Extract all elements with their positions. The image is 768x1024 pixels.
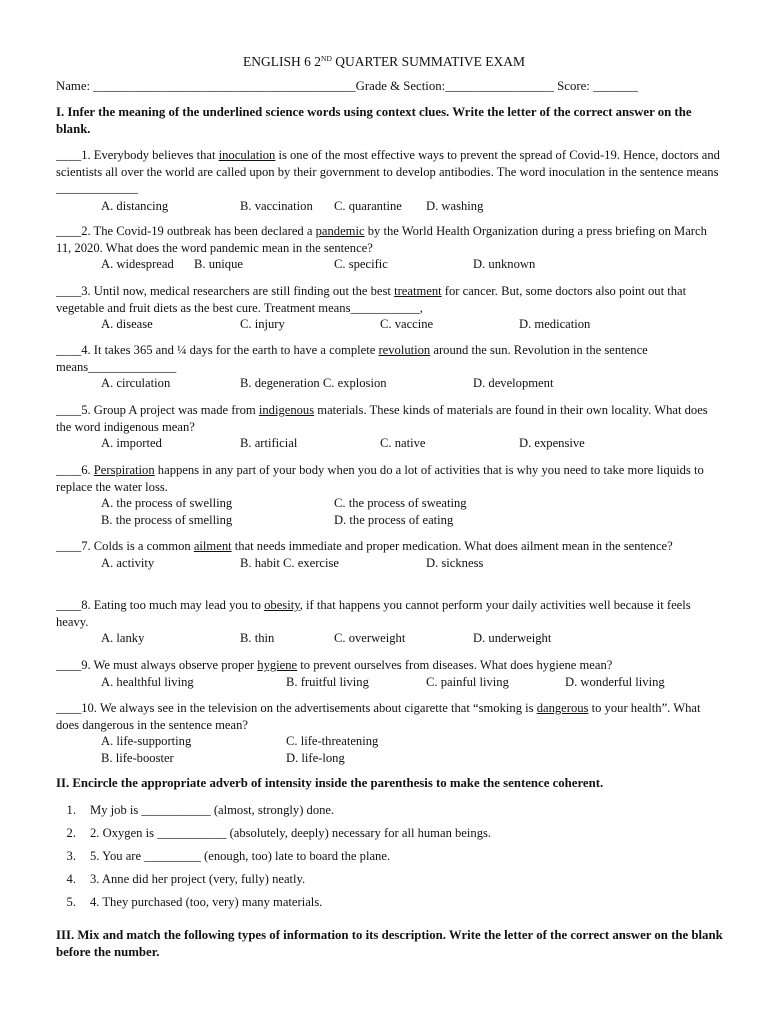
underlined-word: inoculation	[218, 148, 276, 162]
option-c: C. quarantine	[334, 198, 402, 213]
option-c: C. life-threatening	[286, 734, 379, 748]
part1-instruction: I. Infer the meaning of the underlined science words using context clues. Write the letter of the correct answer on the blank.	[56, 105, 692, 136]
option-d: D. sickness	[426, 555, 484, 570]
option-b: B. life-booster	[101, 750, 174, 765]
option-a: A. circulation	[101, 376, 171, 390]
option-d: D. medication	[519, 317, 591, 331]
option-a: A. the process of swelling	[101, 496, 233, 510]
list-item: 3. 5. You are _________ (enough, too) late to board the plane.	[66, 849, 391, 863]
option-d: D. development	[473, 376, 554, 390]
list-item: 1. My job is ___________ (almost, strongly) done.	[66, 803, 335, 817]
option-c: C. the process of sweating	[334, 496, 467, 510]
option-b: B. vaccination	[240, 198, 313, 213]
option-c: C. native	[380, 436, 426, 450]
option-a: A. life-supporting	[101, 734, 192, 748]
option-d: D. underweight	[473, 631, 552, 645]
option-d: D. washing	[426, 198, 484, 213]
list-item: 2. 2. Oxygen is ___________ (absolutely, deeply) necessary for all human beings.	[66, 826, 492, 840]
option-d: D. unknown	[473, 257, 536, 271]
option-a: A. healthful living	[101, 674, 194, 689]
option-b: B. unique	[194, 257, 243, 271]
list-item: 5. 4. They purchased (too, very) many materials.	[66, 895, 323, 909]
question-8: ____8. Eating too much may lead you to obesity, if that happens you cannot perform your daily activities well because it feels heavy. A. lanky B. thin C. overweight D. underweight	[56, 598, 691, 645]
underlined-word: dangerous	[536, 701, 589, 715]
name-grade-score-line: Name: _________________________________________Grade & Section:_________________ Score: _______	[56, 79, 638, 93]
option-b: C. injury	[240, 317, 285, 331]
option-b: B. degeneration C. explosion	[240, 376, 387, 390]
option-d: D. the process of eating	[334, 512, 454, 527]
part2-instruction: II. Encircle the appropriate adverb of intensity inside the parenthesis to make the sentence coherent.	[56, 776, 604, 790]
question-9: ____9. We must always observe proper hygiene to prevent ourselves from diseases. What does hygiene mean? A. healthful living B. fruitful living C. painful living D. wonderful living	[56, 658, 665, 689]
option-d: D. expensive	[519, 436, 585, 450]
question-2: ____2. The Covid-19 outbreak has been declared a pandemic by the World Health Organization during a press briefing on March 11, 2020. What does the word pandemic mean in the sentence? A. widespread B. unique C. specific D. unknown	[56, 224, 707, 271]
option-a: A. distancing	[101, 198, 169, 213]
underlined-word: indigenous	[258, 403, 315, 417]
question-6: ____6. Perspiration happens in any part of your body when you do a lot of activities that is why you need to take more liquids to replace the water loss. A. the process of swelling C. the process of sweating B. the process of smelling D. the process of eating	[56, 463, 704, 527]
part3-instruction: III. Mix and match the following types of information to its description. Write the letter of the correct answer on the blank before the number.	[56, 928, 723, 959]
underlined-word: ailment	[193, 539, 232, 553]
option-a: A. imported	[101, 436, 162, 450]
underlined-word: Perspiration	[93, 463, 155, 477]
question-4: ____4. It takes 365 and ¼ days for the earth to have a complete revolution around the sun. Revolution in the sentence means______________ A. circulation B. degeneration C. explosion D. development	[56, 343, 648, 390]
option-b: B. fruitful living	[286, 674, 369, 689]
option-c: C. vaccine	[380, 317, 434, 331]
option-a: A. lanky	[101, 631, 145, 645]
option-c: C. overweight	[334, 631, 406, 645]
option-c: C. painful living	[426, 674, 509, 689]
option-b: B. habit C. exercise	[240, 555, 339, 570]
question-1: ____1. Everybody believes that inoculation is one of the most effective ways to prevent the spread of Covid-19. Hence, doctors and scientists all over the world are called upon by their government to develop antibodies. The word inoculation in the sentence means _____________ A. distancing B. vaccination C. quarantine D. washing	[56, 148, 720, 213]
question-5: ____5. Group A project was made from indigenous materials. These kinds of materials are found in their own locality. What does the word indigenous mean? A. imported B. artificial C. native D. expensive	[56, 403, 708, 450]
question-10: ____10. We always see in the television on the advertisements about cigarette that “smoking is dangerous to your health”. What does dangerous in the sentence mean? A. life-supporting C. life-threatening B. life-booster D. life-long	[56, 701, 701, 765]
underlined-word: pandemic	[315, 224, 365, 238]
option-c: C. specific	[334, 257, 388, 271]
option-a: A. widespread	[101, 257, 174, 271]
question-7: ____7. Colds is a common ailment that needs immediate and proper medication. What does ailment mean in the sentence? A. activity B. habit C. exercise D. sickness	[56, 539, 673, 570]
option-b: B. artificial	[240, 436, 298, 450]
underlined-word: hygiene	[257, 658, 298, 672]
underlined-word: revolution	[378, 343, 431, 357]
underlined-word: treatment	[394, 284, 442, 298]
option-d: D. wonderful living	[565, 674, 665, 689]
option-a: A. activity	[101, 555, 155, 570]
exam-title: ENGLISH 6 2ND QUARTER SUMMATIVE EXAM	[243, 54, 525, 69]
option-b: B. thin	[240, 631, 275, 645]
option-d: D. life-long	[286, 750, 345, 765]
underlined-word: obesity	[264, 598, 300, 612]
option-a: A. disease	[101, 317, 153, 331]
option-b: B. the process of smelling	[101, 512, 233, 527]
list-item: 4. 3. Anne did her project (very, fully) neatly.	[66, 872, 306, 886]
question-3: ____3. Until now, medical researchers are still finding out the best treatment for cancer. But, some doctors also point out that vegetable and fruit diets as the best cure. Treatment means___________, A. disease C. injury C. vaccine D. medication	[56, 284, 687, 331]
